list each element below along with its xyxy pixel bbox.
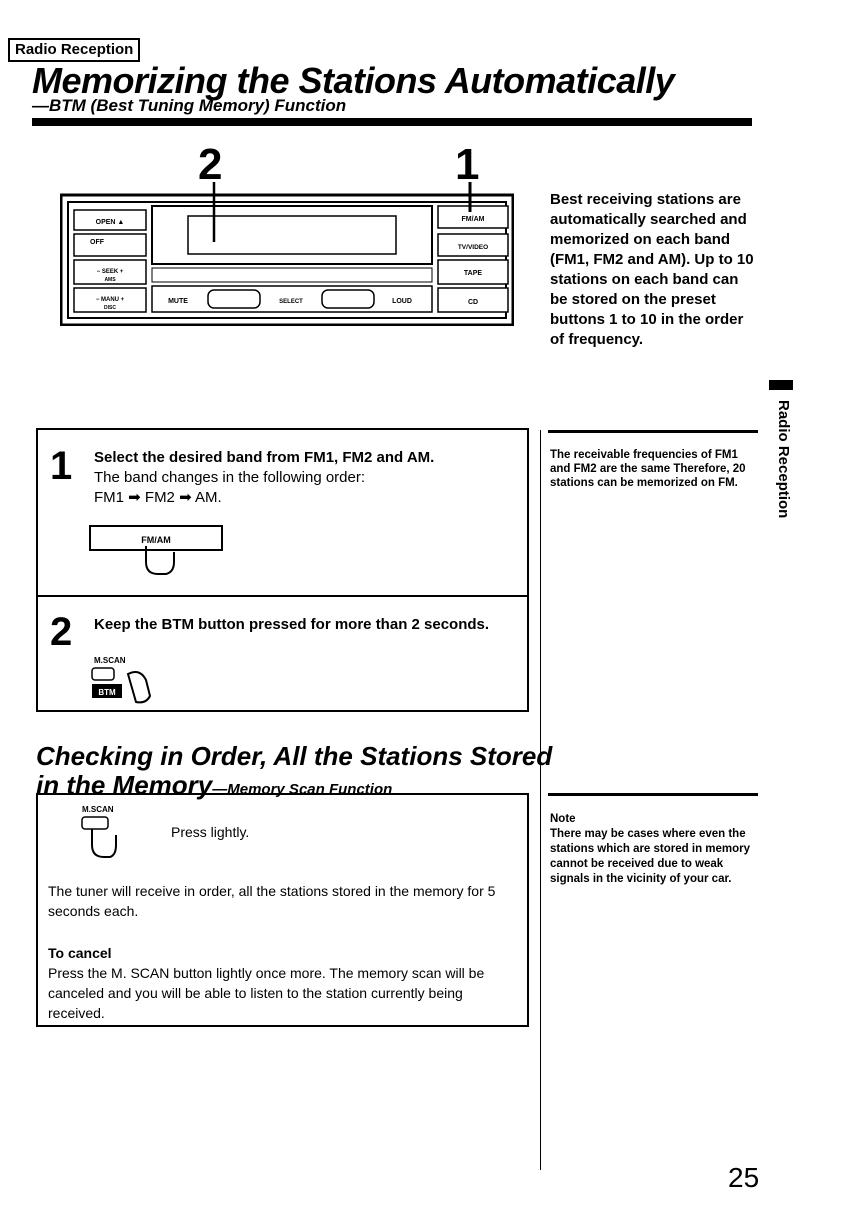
- callout-two: 2: [198, 140, 223, 189]
- svg-text:BTM: BTM: [98, 688, 116, 697]
- column-divider: [540, 430, 541, 1170]
- side-tab: [765, 380, 805, 540]
- mscan-label: M.SCAN: [94, 656, 126, 665]
- svg-text:FM/AM: FM/AM: [461, 216, 485, 223]
- weak-signal-note: Note There may be cases where even the stations which are stored in memory cannot be received due to weak signals in the vicinity of your car.: [550, 813, 751, 885]
- page-title: Memorizing the Stations Automatically: [32, 60, 675, 101]
- page-number: 25: [728, 1162, 760, 1193]
- svg-text:LOUD: LOUD: [392, 298, 412, 305]
- steps-box: [36, 428, 529, 712]
- section-tag: Radio Reception: [8, 38, 140, 62]
- section2-title: Checking in Order, All the Stations Stored: [36, 741, 553, 771]
- svg-text:OPEN ▲: OPEN ▲: [95, 219, 125, 226]
- svg-text:SELECT: SELECT: [279, 299, 303, 305]
- memory-scan-text: The tuner will receive in order, all the stations stored in the memory for 5 seconds each.: [48, 883, 496, 919]
- svg-text:OFF: OFF: [90, 239, 104, 246]
- step2-title: Keep the BTM button pressed for more than 2 seconds.: [94, 616, 490, 633]
- callout-one: 1: [455, 140, 480, 189]
- svg-text:− SEEK +: − SEEK +: [96, 269, 124, 275]
- svg-text:Radio Reception: Radio Reception: [775, 400, 792, 519]
- cancel-heading: To cancel: [48, 945, 112, 961]
- svg-text:DISC: DISC: [104, 305, 116, 311]
- memory-scan-box: [36, 793, 529, 1027]
- side-description: Best receiving stations are automatically searched and memorized on each band (FM1, FM2 and AM). Up to 10 stations on each band can be stored on the preset buttons 1 to 10 in the order of frequency.: [550, 191, 754, 348]
- title-rule: [32, 118, 752, 126]
- step1-number: 1: [50, 444, 73, 488]
- fmam-button-illustration: [86, 522, 226, 582]
- svg-text:AMS: AMS: [104, 277, 116, 283]
- mscan-button-illustration: [78, 815, 128, 865]
- svg-text:MUTE: MUTE: [168, 298, 188, 305]
- svg-text:FM/AM: FM/AM: [141, 535, 171, 545]
- mscan-label-2: M.SCAN: [82, 805, 114, 814]
- page-subtitle: —BTM (Best Tuning Memory) Function: [32, 96, 347, 115]
- note2-rule: [548, 793, 758, 796]
- step-divider: [38, 595, 527, 597]
- step1-text: The band changes in the following order:: [94, 469, 366, 486]
- btm-button-illustration: [88, 666, 178, 706]
- cancel-text: Press the M. SCAN button lightly once more. The memory scan will be canceled and you will be able to listen to the station currently being received.: [48, 965, 485, 1021]
- note-rule: [548, 430, 758, 433]
- svg-text:TAPE: TAPE: [463, 270, 483, 277]
- step1-title: Select the desired band from FM1, FM2 and AM.: [94, 449, 435, 466]
- press-lightly: Press lightly.: [171, 824, 250, 840]
- svg-text:− MANU +: − MANU +: [95, 297, 125, 303]
- step1-order: FM1 ➡ FM2 ➡ AM.: [94, 489, 222, 506]
- frequency-note: The receivable frequencies of FM1 and FM2 are the same Therefore, 20 stations can be memorized on FM.: [550, 449, 746, 489]
- svg-text:CD: CD: [467, 299, 479, 306]
- section2-title-line2: in the Memory—Memory Scan Function: [36, 770, 393, 800]
- svg-text:TV/VIDEO: TV/VIDEO: [457, 244, 489, 251]
- radio-panel-illustration: [60, 182, 514, 326]
- step2-number: 2: [50, 610, 73, 654]
